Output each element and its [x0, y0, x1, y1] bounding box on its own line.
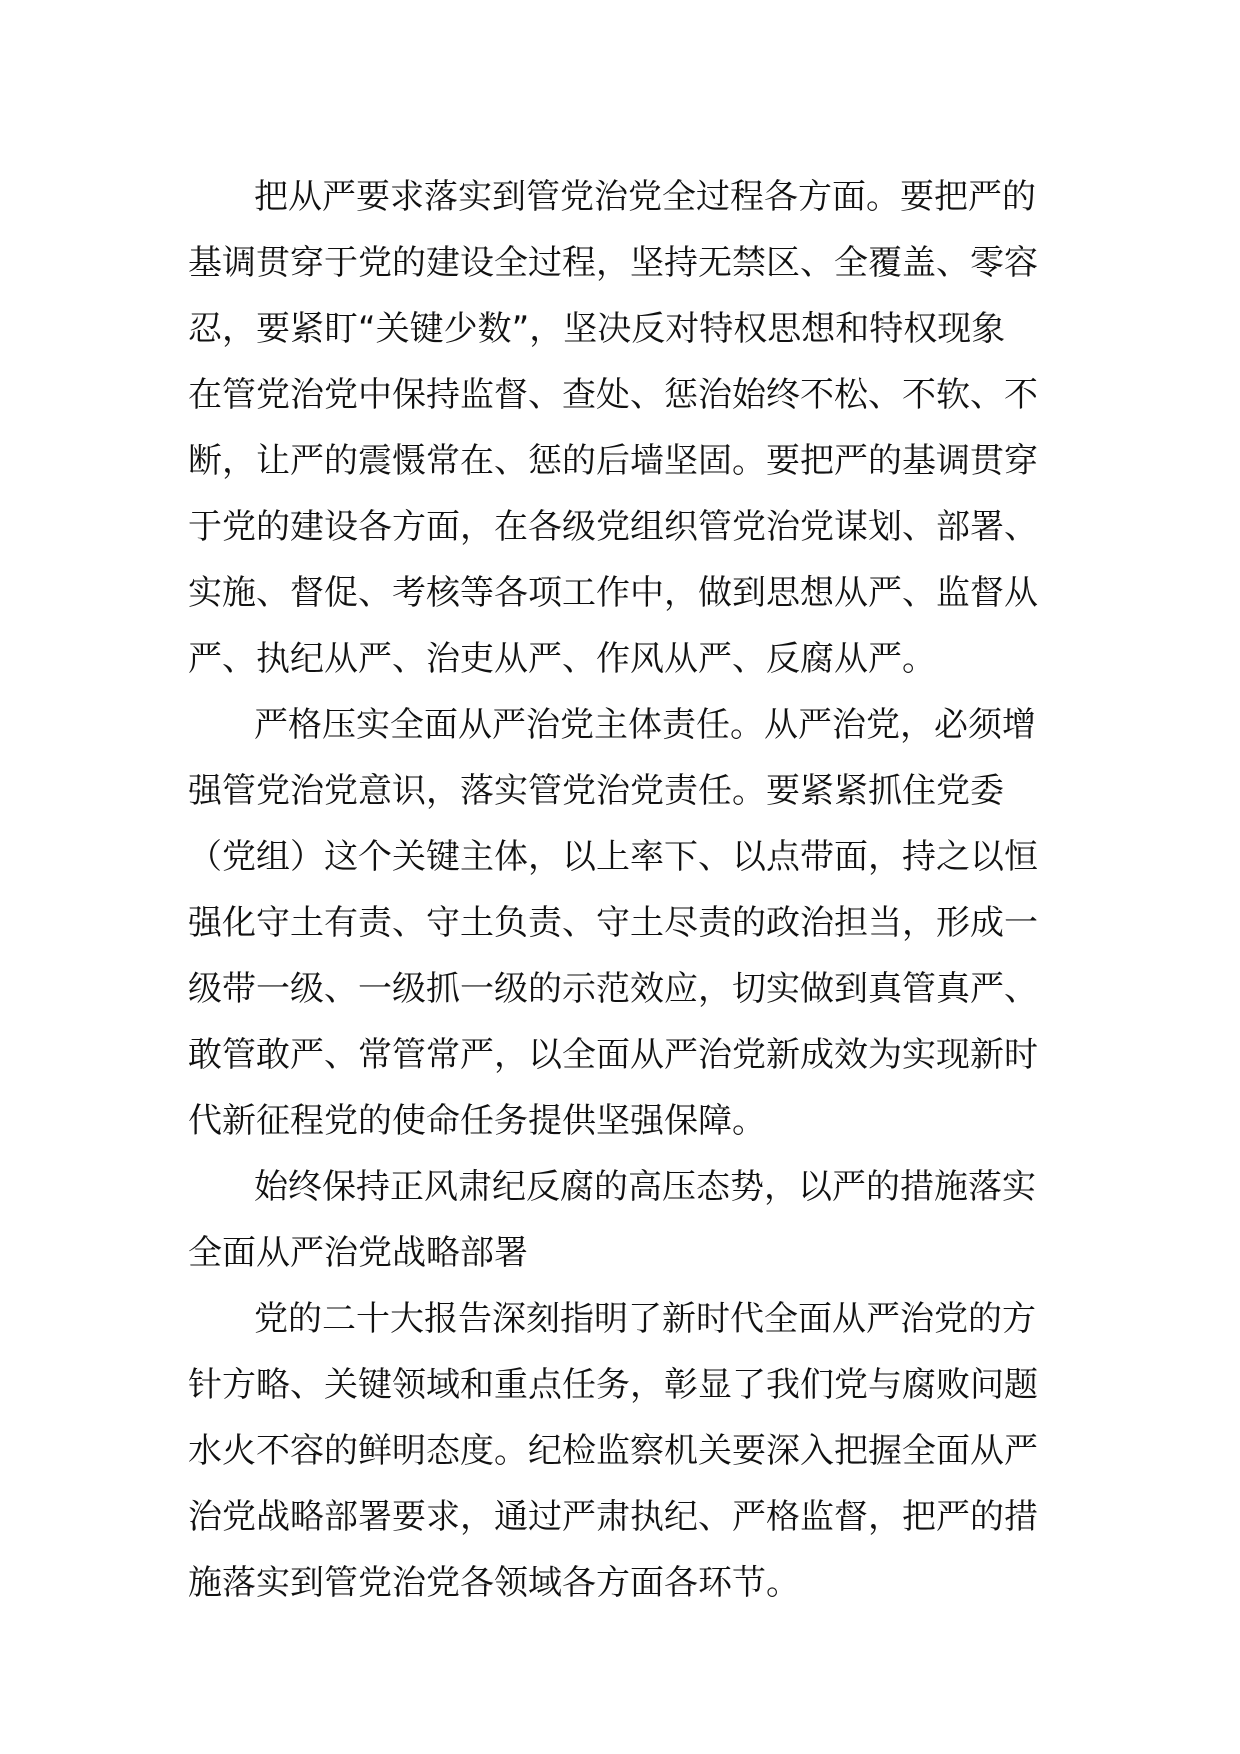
text-line: 针方略、关键领域和重点任务，彰显了我们党与腐败问题: [188, 1365, 1038, 1405]
text-line: 敢管敢严、常管常严，以全面从严治党新成效为实现新时: [188, 1035, 1038, 1075]
paragraph-twentieth-congress: [188, 1286, 1056, 1616]
text-line: 强化守土有责、守土负责、守土尽责的政治担当，形成一: [188, 903, 1038, 943]
text-line: 忍，要紧盯“关键少数”，坚决反对特权思想和特权现象: [188, 309, 1006, 349]
text-line: 级带一级、一级抓一级的示范效应，切实做到真管真严、: [188, 969, 1038, 1009]
text-line: 基调贯穿于党的建设全过程，坚持无禁区、全覆盖、零容: [188, 243, 1038, 283]
document-body: [188, 164, 1056, 1616]
text-line: 施落实到管党治党各领域各方面各环节。: [188, 1563, 800, 1603]
text-line: 代新征程党的使命任务提供坚强保障。: [188, 1101, 766, 1141]
paragraph-strict-requirements: [188, 164, 1056, 692]
text-line: 把从严要求落实到管党治党全过程各方面。要把严的: [254, 177, 1036, 217]
text-line: 断，让严的震慑常在、惩的后墙坚固。要把严的基调贯穿: [188, 441, 1038, 481]
text-line: 在管党治党中保持监督、查处、惩治始终不松、不软、不: [188, 375, 1038, 415]
section-heading: [188, 1154, 1056, 1286]
heading-line: 始终保持正风肃纪反腐的高压态势，以严的措施落实: [254, 1167, 1036, 1207]
text-line: 实施、督促、考核等各项工作中，做到思想从严、监督从: [188, 573, 1038, 613]
text-line: 水火不容的鲜明态度。纪检监察机关要深入把握全面从严: [188, 1431, 1038, 1471]
text-line: 治党战略部署要求，通过严肃执纪、严格监督，把严的措: [188, 1497, 1038, 1537]
text-line: 强管党治党意识，落实管党治党责任。要紧紧抓住党委: [188, 771, 1004, 811]
text-line: 党的二十大报告深刻指明了新时代全面从严治党的方: [254, 1299, 1036, 1339]
text-line: 严格压实全面从严治党主体责任。从严治党，必须增: [254, 705, 1036, 745]
text-line: 于党的建设各方面，在各级党组织管党治党谋划、部署、: [188, 507, 1038, 547]
text-line: （党组）这个关键主体，以上率下、以点带面，持之以恒: [188, 837, 1038, 877]
heading-line: 全面从严治党战略部署: [188, 1233, 528, 1273]
paragraph-main-responsibility: [188, 692, 1056, 1154]
text-line: 严、执纪从严、治吏从严、作风从严、反腐从严。: [188, 639, 936, 679]
